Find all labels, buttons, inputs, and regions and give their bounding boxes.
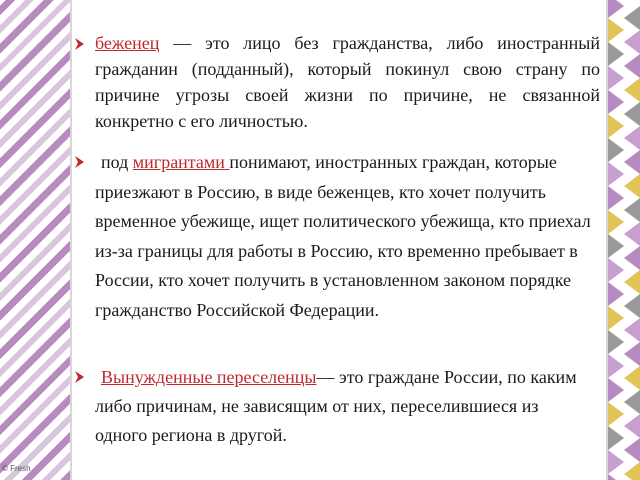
decor-triangle [608, 138, 624, 162]
decor-triangle [624, 366, 640, 390]
definition-body: — это лицо без гражданства, либо иностранный гражданин (подданный), который покинул свою страну по причине угрозы своей жизни по причине, не связанной конкретно с его личностью. [95, 33, 600, 131]
decor-triangle [608, 378, 624, 402]
decor-triangle [608, 0, 624, 18]
decor-triangle [608, 282, 624, 306]
decor-triangle [624, 102, 640, 126]
decor-triangle [608, 306, 624, 330]
decorative-stripes-left [0, 0, 70, 480]
decor-triangle [624, 198, 640, 222]
definition-body: понимают, иностранных граждан, которые приезжают в Россию, в виде беженцев, кто хочет получить временное убежище, ищет политического убежища, кто приехал из-за границы для работы в Россию, кто временно пребывает в России, кто хочет получить в установленном законом порядке гражданство Российской Федерации. [95, 152, 591, 320]
decor-triangle [608, 210, 624, 234]
arrow-check-bullet-icon [74, 37, 86, 51]
decorative-triangles-right [608, 0, 640, 480]
decor-triangle [624, 246, 640, 270]
slide-content-panel [70, 0, 608, 480]
decor-triangle [624, 222, 640, 246]
decor-triangle [624, 78, 640, 102]
arrow-check-bullet-icon [74, 155, 86, 169]
decor-triangle [624, 414, 640, 438]
decor-triangle [624, 342, 640, 366]
decor-triangle [608, 18, 624, 42]
decor-triangle [624, 270, 640, 294]
decor-triangle [608, 114, 624, 138]
definition-body: — это граждане России, по каким либо причинам, не зависящим от них, переселившиеся из одного региона в другой. [95, 367, 577, 445]
decor-triangle [624, 438, 640, 462]
decor-triangle [624, 174, 640, 198]
decor-triangle [608, 186, 624, 210]
decor-triangle [624, 318, 640, 342]
term-refugee: беженец [95, 33, 160, 53]
decor-triangle [608, 450, 624, 474]
triangle-pattern [608, 0, 640, 480]
decor-triangle [624, 54, 640, 78]
definition-text [95, 148, 592, 325]
term-migrants: мигрантами [132, 152, 230, 172]
decor-triangle [624, 6, 640, 30]
watermark: © Fresh [2, 464, 31, 473]
decor-triangle [608, 330, 624, 354]
decor-triangle [624, 30, 640, 54]
decor-triangle [608, 354, 624, 378]
decor-triangle [608, 402, 624, 426]
decor-triangle [624, 294, 640, 318]
term-forced-migrants: Вынужденные переселенцы [101, 367, 317, 387]
decor-triangle [624, 126, 640, 150]
definition-prefix: под [101, 152, 133, 172]
decor-triangle [624, 462, 640, 480]
decor-triangle [608, 426, 624, 450]
decor-triangle [624, 150, 640, 174]
arrow-check-bullet-icon [74, 370, 86, 384]
decor-triangle [608, 90, 624, 114]
decor-triangle [608, 258, 624, 282]
definition-text [95, 30, 600, 134]
decor-triangle [608, 474, 624, 480]
decor-triangle [624, 390, 640, 414]
decor-triangle [608, 162, 624, 186]
decor-triangle [608, 42, 624, 66]
decor-triangle [608, 234, 624, 258]
definition-text [95, 363, 592, 450]
decor-triangle [608, 66, 624, 90]
